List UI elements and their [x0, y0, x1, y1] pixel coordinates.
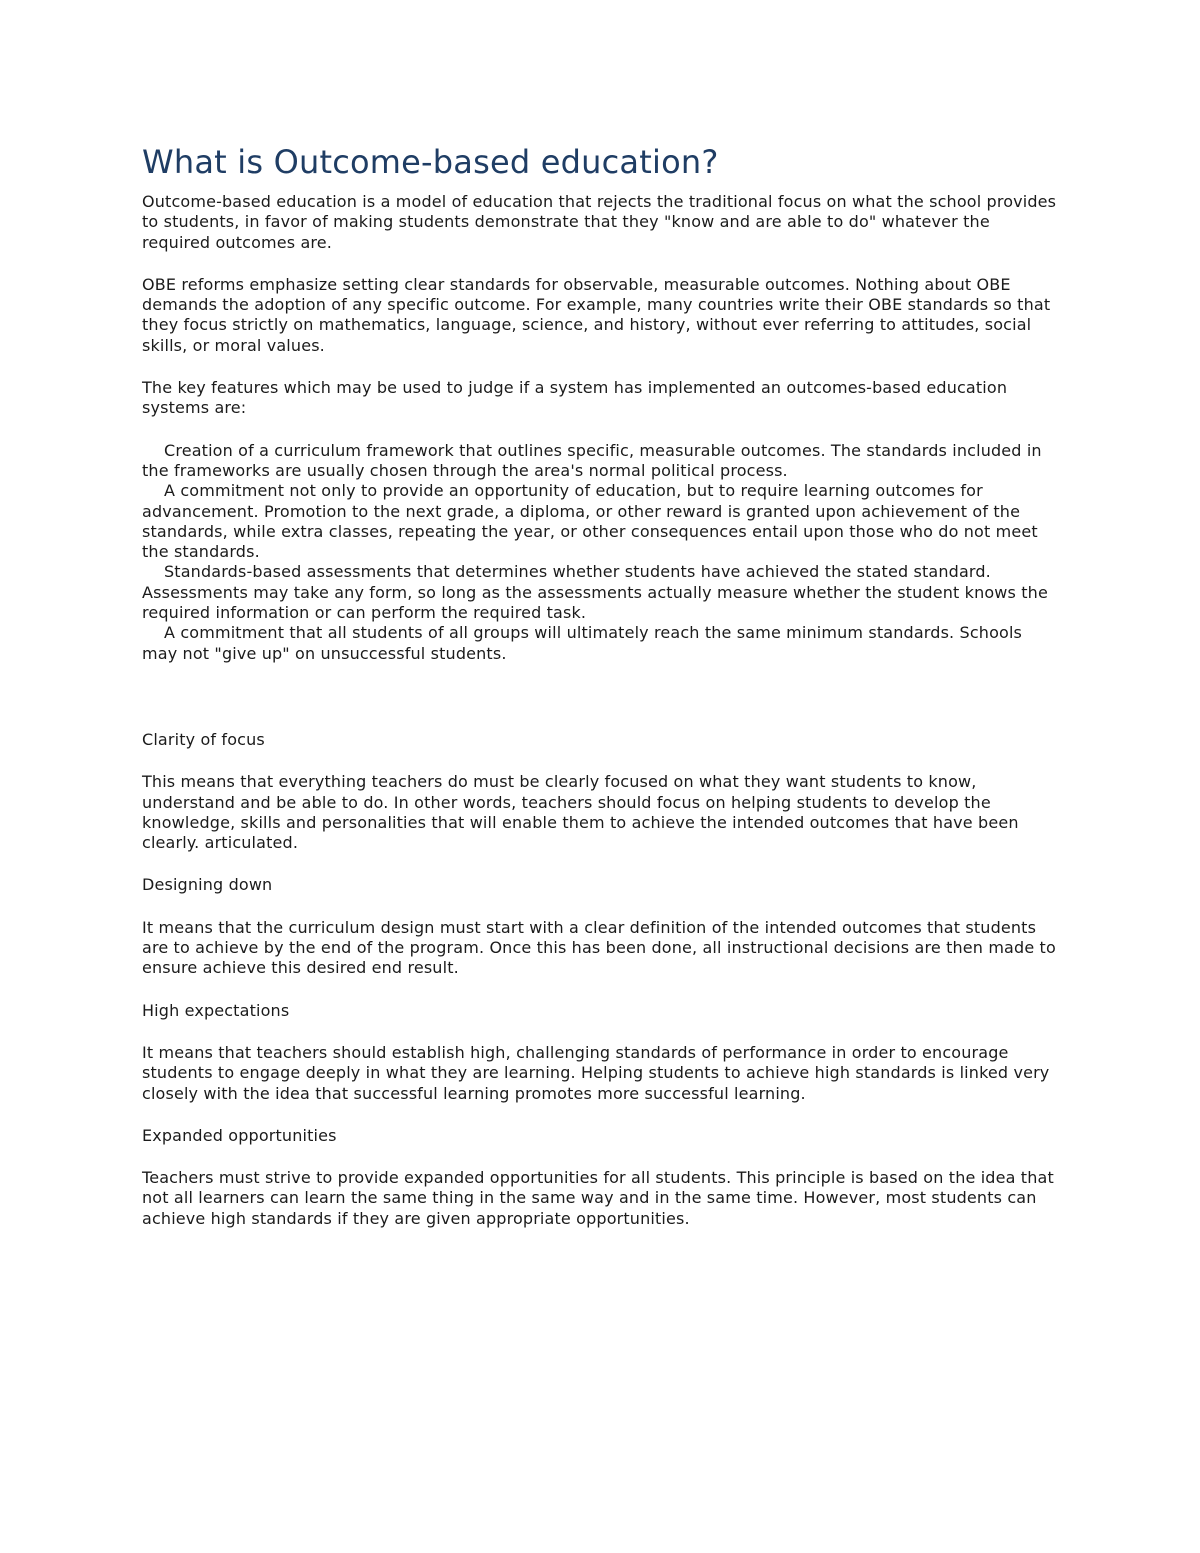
feature-list: [142, 441, 1062, 664]
paragraph-spacer: [142, 853, 1062, 875]
paragraph-spacer: [142, 750, 1062, 772]
intro-paragraph: The key features which may be used to judge if a system has implemented an outcomes-based education systems are:: [142, 378, 1008, 418]
principle-section: [142, 1001, 1062, 1126]
paragraph-spacer: [142, 419, 1062, 441]
paragraph-spacer: [142, 1021, 1062, 1043]
document-title: What is Outcome-based education?: [142, 143, 719, 181]
paragraph-spacer: [142, 1146, 1062, 1168]
intro-paragraph: Outcome-based education is a model of education that rejects the traditional focus on what the school provides to students, in favor of making students demonstrate that they "know and are able to do" whatever the required outcomes are.: [142, 192, 1057, 252]
document-page: [142, 142, 1062, 1229]
principle-section: [142, 1126, 1062, 1229]
principle-body: This means that everything teachers do must be clearly focused on what they want students to know, understand and be able to do. In other words, teachers should focus on helping students to develop the knowledge, skills and personalities that will enable them to achieve the intended outcomes that have been clearly. articulated.: [142, 772, 1019, 853]
principle-heading: Clarity of focus: [142, 729, 265, 749]
paragraph-spacer: [142, 1104, 1062, 1126]
intro-paragraph: OBE reforms emphasize setting clear standards for observable, measurable outcomes. Nothing about OBE demands the adoption of any specific outcome. For example, many countries write their OBE standards so that they focus strictly on mathematics, language, science, and history, without ever referring to attitudes, social skills, or moral values.: [142, 274, 1051, 355]
principle-body: Teachers must strive to provide expanded opportunities for all students. This principle is based on the idea that not all learners can learn the same thing in the same way and in the same time. However, most students can achieve high standards if they are given appropriate opportunities.: [142, 1168, 1054, 1228]
principle-section: [142, 730, 1062, 875]
principle-body: It means that teachers should establish high, challenging standards of performance in order to encourage students to engage deeply in what they are learning. Helping students to achieve high standards is linked very closely with the idea that successful learning promotes more successful learning.: [142, 1042, 1050, 1103]
feature-item: A commitment that all students of all groups will ultimately reach the same minimum standards. Schools may not "give up" on unsuccessful students.: [142, 623, 1023, 663]
paragraph-spacer: [142, 356, 1062, 378]
paragraph-spacer: [142, 253, 1062, 275]
paragraph-spacer: [142, 896, 1062, 918]
principle-section: [142, 875, 1062, 1000]
principle-body: It means that the curriculum design must start with a clear definition of the intended outcomes that students are to achieve by the end of the program. Once this has been done, all instructional decisions are then made to ensure achieve this desired end result.: [142, 917, 1056, 978]
principle-heading: Expanded opportunities: [142, 1125, 337, 1145]
principle-heading: High expectations: [142, 1000, 290, 1020]
feature-item: Creation of a curriculum framework that outlines specific, measurable outcomes. The standards included in the frameworks are usually chosen through the area's normal political process.: [142, 440, 1042, 480]
feature-item: A commitment not only to provide an opportunity of education, but to require learning outcomes for advancement. Promotion to the next grade, a diploma, or other reward is granted upon achievement of the standards, while extra classes, repeating the year, or other consequences entail upon those who do not meet the standards.: [142, 481, 1038, 562]
principle-heading: Designing down: [142, 875, 273, 895]
paragraph-spacer: [142, 979, 1062, 1001]
section-spacer: [142, 664, 1062, 730]
feature-item: Standards-based assessments that determines whether students have achieved the stated standard. Assessments may take any form, so long as the assessments actually measure whether the student knows the required information or can perform the required task.: [142, 562, 1048, 623]
